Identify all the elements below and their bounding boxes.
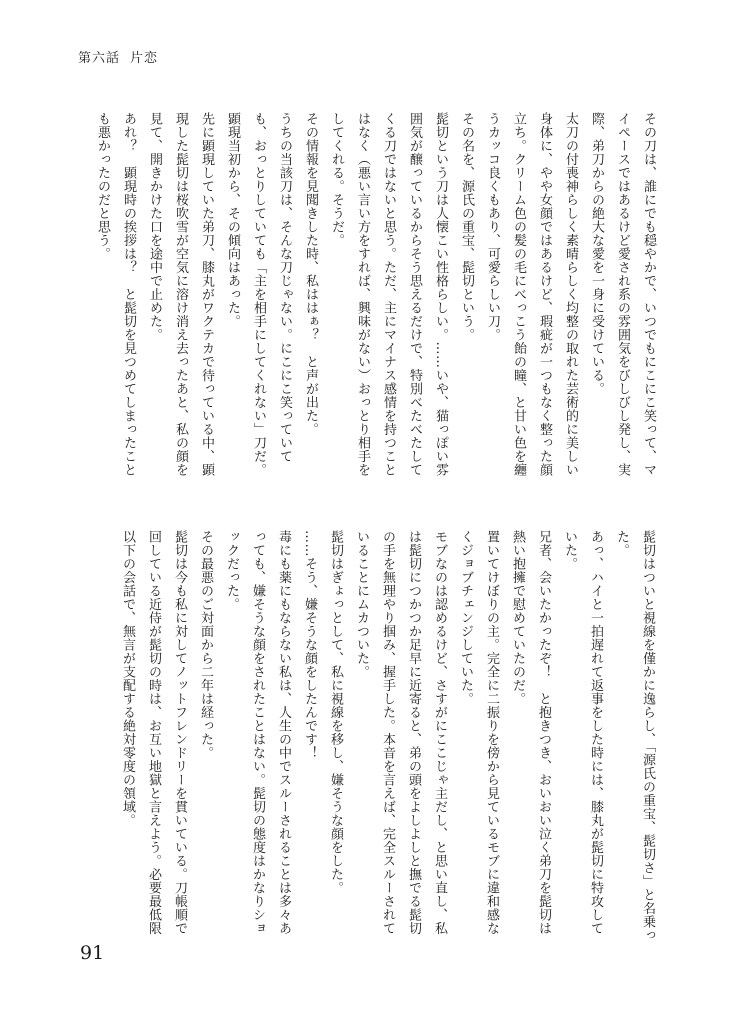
page-number: 91 <box>80 942 105 964</box>
paragraph: 先に顕現していた弟刀、膝丸がワクテカで待っている中、顕現した髭切は桜吹雪が空気に溶け消え去ったあと、私の顔を見て、開きかけた口を途中で止めた。 <box>147 112 214 477</box>
paragraph: 髭切という刀は人懐こい性格らしい。……いや、猫っぽい雰囲気が醸っているからそう思えるだけで、特別べたべたしてくる刀ではないと思う。ただ、主にマイナス感情を持つことはなく（悪い言い方をすれば、興味がない）おっとり相手をしてくれる。そうだ。 <box>329 112 448 477</box>
paragraph: 兄者、会いたかったぞ！ と抱きつき、おいおい泣く弟刀を髭切は熱い抱擁で慰めていたのだ。 <box>510 530 551 935</box>
paragraph: あっ、ハイと一拍遅れて返事をした時には、膝丸が髭切に特攻していた。 <box>562 530 603 935</box>
paragraph: 顕現当初から、その傾向はあった。 <box>225 112 240 328</box>
paragraph: うちの当該刀は、そんな刀じゃない。にこにこ笑っていても、おっとりしていても「主を相手にしてくれない」刀だ。 <box>251 112 292 477</box>
upper-text-block <box>95 112 661 484</box>
paragraph: モブなのは認めるけど、さすがにここじゃ主だし、と思い直し、私は髭切につかつか足早に近寄ると、弟の頭をよしよしと撫でる髭切の手を無理やり掴み、握手した。本音を言えば、完全スルーされていることにムカついた。 <box>354 530 447 935</box>
chapter-number: 第六話 <box>78 51 121 66</box>
paragraph: その最悪のご対面から二年は経った。 <box>198 530 213 760</box>
paragraph: あれ？ 顕現時の挨拶は？ と髭切を見つめてしまったことも悪かったのだと思う。 <box>95 112 136 477</box>
running-header <box>78 47 158 66</box>
paragraph: その情報を見聞きした時、私ははぁ？ と声が出た。 <box>303 112 318 436</box>
paragraph: その名を、源氏の重宝、髭切という。 <box>459 112 474 342</box>
lower-text-block <box>98 530 660 945</box>
paragraph: 髭切はついと視線を僅かに逸らし、「源氏の重宝、髭切さ」と名乗った。 <box>614 530 655 942</box>
paragraph: 毒にも薬にもならない私は、人生の中でスルーされることは多々あっても、嫌そうな顔をされたことはない。髭切の態度はかなりショックだった。 <box>224 530 291 935</box>
paragraph: その刀は、誰にでも穏やかで、いつでもにこにこ笑って、マイペースではあるけど愛され系の雰囲気をびしびし発し、実際、弟刀からの絶大な愛を一身に受けている。 <box>589 112 656 477</box>
paragraph: 太刀の付喪神らしく素晴らしく均整の取れた芸術的に美しい身体に、やや女顔ではあるけど、瑕疵が一つもなく整った顔立ち。クリーム色の髪の毛にべっこう飴の瞳、と甘い色を纏うカッコ良くもあり、可愛らしい刀。 <box>485 112 578 477</box>
paragraph: ……そう、嫌そうな顔をしたんです！ <box>302 530 317 760</box>
paragraph: 髭切は今も私に対してノットフレンドリーを貫いている。刀帳順で回している近侍が髭切の時は、お互い地獄と言えよう。必要最低限以下の会話で、無言が支配する絶対零度の領域。 <box>120 530 187 935</box>
chapter-title: 片恋 <box>130 51 159 66</box>
paragraph: 置いてけぼりの主。完全に二振りを傍から見ているモブに違和感なくジョブチェンジしていた。 <box>458 530 499 935</box>
paragraph: 髭切はぎょっとして、私に視線を移し、嫌そうな顔をした。 <box>328 530 343 895</box>
